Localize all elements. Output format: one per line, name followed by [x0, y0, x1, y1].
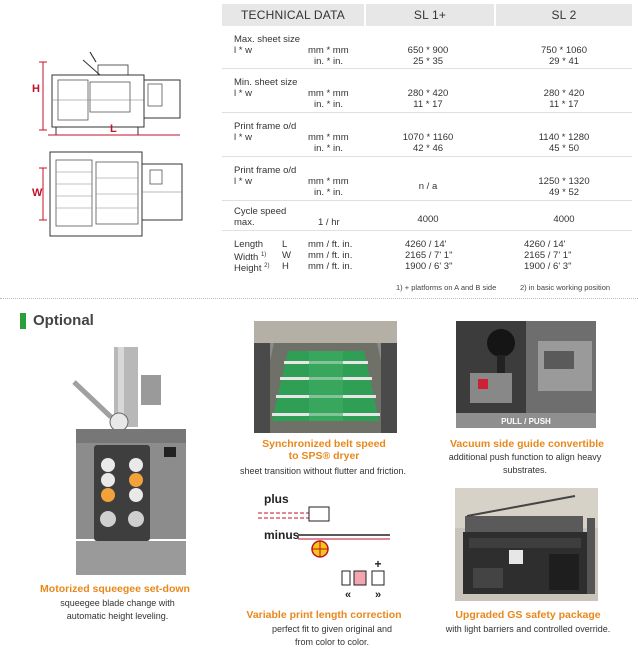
optional-title: Optional: [33, 312, 94, 329]
sl2-value: 1140 * 1280: [538, 132, 590, 143]
belt-speed-title-line2: to SPS® dryer: [288, 450, 360, 462]
squeegee-text: squeegee blade change with automatic height leveling.: [60, 598, 175, 621]
header-sl2: SL 2: [496, 4, 632, 26]
sl2-value: 280 * 420: [543, 88, 585, 99]
squeegee-title: Motorized squeegee set-down: [40, 583, 190, 595]
safety-package-text: with light barriers and controlled override.: [445, 624, 611, 634]
row-label: Min. sheet size: [234, 77, 298, 88]
technical-data-table: [222, 4, 632, 275]
squeegee-panel-photo: [56, 347, 196, 575]
sl1-value: 25 * 35: [412, 56, 444, 67]
length-dimension-label: L: [110, 123, 117, 135]
sl1-value: 2165 / 7' 1": [405, 250, 453, 261]
vacuum-guide-title: Vacuum side guide convertible: [449, 438, 605, 450]
sl2-value: 2165 / 7' 1": [524, 250, 572, 261]
row-dimensions: [222, 231, 632, 275]
sl1-value: 650 * 900: [407, 45, 449, 56]
sl1-value: 280 * 420: [407, 88, 449, 99]
print-length-diagram: [254, 487, 394, 602]
belt-speed-text: sheet transition without flutter and friction.: [239, 466, 407, 476]
sl2-value: 1250 * 1320: [538, 176, 590, 187]
header-sl1: SL 1+: [366, 4, 494, 26]
dim-row-width: [222, 250, 632, 264]
plus-label: plus: [264, 492, 289, 506]
footnote-ref: 2): [264, 263, 270, 269]
vacuum-guide-photo: [456, 321, 596, 428]
heading-accent-bar: [20, 313, 26, 329]
row-unit: in. * in.: [314, 187, 344, 198]
footnote-2: 2) in basic working position: [520, 283, 611, 292]
belt-dryer-photo: [254, 321, 397, 433]
row-sub: l * w: [234, 176, 252, 187]
sl1-value: n / a: [418, 181, 438, 192]
row-print-frame-2: [222, 157, 632, 201]
dim-unit: mm / ft. in.: [308, 261, 353, 272]
section-divider: [0, 298, 638, 299]
row-label: Print frame o/d: [234, 121, 297, 132]
sl2-value: 4000: [553, 214, 575, 225]
dim-row-height: [222, 261, 632, 275]
row-print-frame-1: [222, 113, 632, 157]
row-unit: in. * in.: [314, 56, 344, 67]
header-technical-data: TECHNICAL DATA: [222, 4, 364, 26]
row-min-sheet-size: [222, 69, 632, 113]
sl2-value: 45 * 50: [548, 143, 580, 154]
footnote-1: 1) + platforms on A and B side: [396, 283, 497, 292]
side-view-drawing: [28, 40, 188, 140]
dim-letter: L: [282, 239, 288, 250]
dim-name: Width: [234, 252, 259, 264]
optional-heading: [20, 312, 94, 329]
row-max-sheet-size: [222, 26, 632, 69]
sl1-value: 4000: [417, 214, 439, 225]
dim-letter: W: [282, 250, 291, 261]
svg-text:«: «: [344, 589, 352, 601]
footnote-ref: 1): [260, 252, 267, 258]
belt-speed-title: [224, 438, 424, 462]
dim-unit: mm / ft. in.: [308, 250, 353, 261]
row-label: Print frame o/d: [234, 165, 297, 176]
minus-label: minus: [264, 528, 300, 542]
row-sub: l * w: [234, 88, 252, 99]
row-unit: mm * mm: [308, 45, 349, 56]
sl1-value: 42 * 46: [412, 143, 444, 154]
sl2-value: 49 * 52: [548, 187, 580, 198]
print-length-text: perfect fit to given original and from color to color.: [271, 624, 393, 647]
dim-row-length: [222, 239, 632, 250]
width-dimension-label: W: [32, 187, 43, 199]
pull-push-badge: PULL / PUSH: [501, 417, 551, 426]
dim-name: Height: [234, 263, 262, 275]
row-sub: l * w: [234, 45, 252, 56]
safety-package-photo: [455, 488, 598, 601]
sl2-value: 750 * 1060: [541, 45, 587, 56]
row-sub: l * w: [234, 132, 252, 143]
belt-speed-title-line1: Synchronized belt speed: [262, 438, 386, 450]
dim-name: Length: [234, 239, 264, 250]
sl2-value: 4260 / 14': [524, 239, 566, 250]
row-sub: max.: [234, 217, 255, 228]
row-unit: mm * mm: [308, 176, 349, 187]
sl1-value: 11 * 17: [413, 99, 443, 110]
sl2-value: 29 * 41: [548, 56, 580, 67]
sl2-value: 11 * 17: [549, 99, 579, 110]
sl1-value: 1900 / 6' 3": [405, 261, 453, 272]
row-unit: mm * mm: [308, 132, 349, 143]
dim-letter: H: [282, 261, 289, 272]
row-unit: in. * in.: [314, 99, 344, 110]
row-unit: in. * in.: [314, 143, 344, 154]
row-cycle-speed: [222, 201, 632, 231]
table-header: [222, 4, 632, 26]
sl1-value: 1070 * 1160: [402, 132, 454, 143]
top-view-drawing: [28, 148, 188, 240]
print-length-title: Variable print length correction: [246, 609, 402, 621]
row-label: Cycle speed: [234, 206, 287, 217]
height-dimension-label: H: [32, 83, 40, 95]
row-unit: mm * mm: [308, 88, 349, 99]
svg-text:+: +: [374, 557, 382, 571]
row-unit: 1 / hr: [318, 217, 340, 228]
svg-text:»: »: [374, 589, 382, 601]
row-label: Max. sheet size: [234, 34, 300, 45]
sl2-value: 1900 / 6' 3": [524, 261, 572, 272]
vacuum-guide-text: additional push function to align heavy substrates.: [448, 452, 602, 475]
safety-package-title: Upgraded GS safety package: [455, 609, 601, 621]
dim-unit: mm / ft. in.: [308, 239, 353, 250]
sl1-value: 4260 / 14': [405, 239, 447, 250]
